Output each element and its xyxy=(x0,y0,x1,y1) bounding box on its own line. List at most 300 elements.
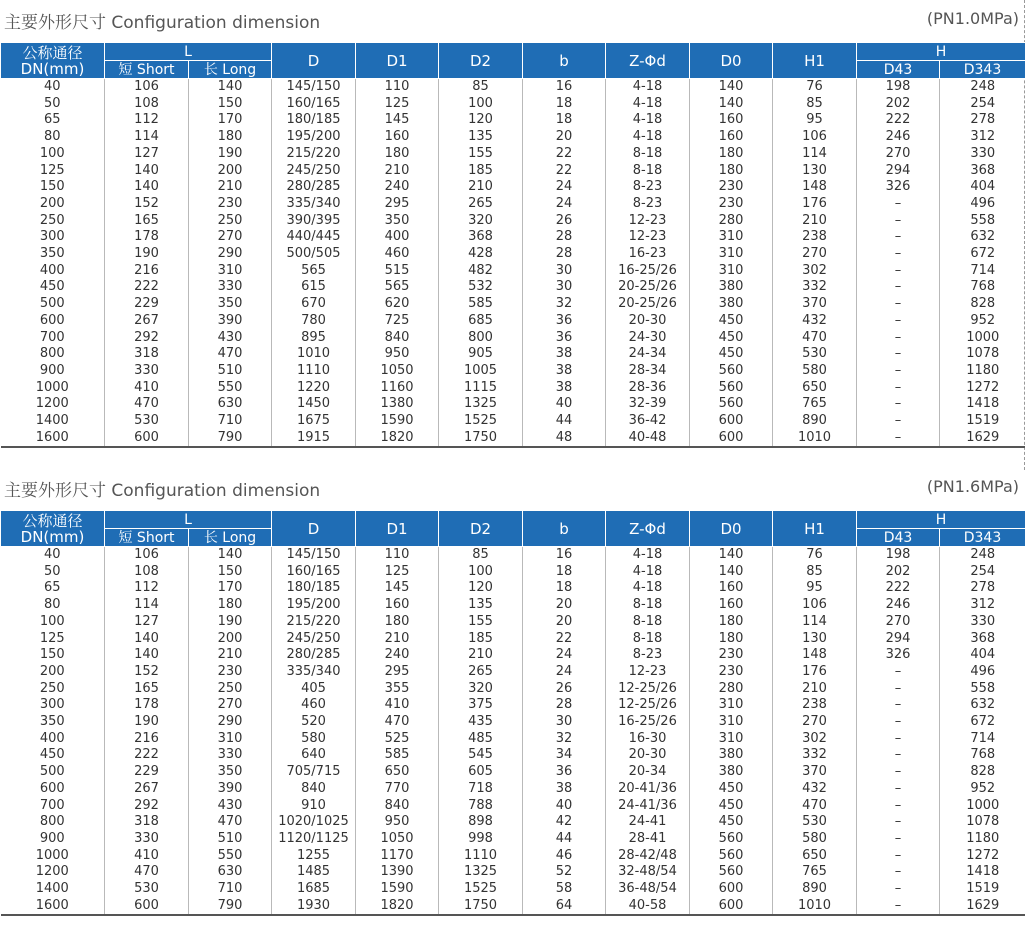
cell-h1: 85 xyxy=(773,564,857,581)
cell-long: 190 xyxy=(189,146,272,163)
cell-d: 180/185 xyxy=(272,580,356,597)
cell-b: 32 xyxy=(523,731,606,748)
cell-dn: 1600 xyxy=(1,898,105,916)
cell-b: 28 xyxy=(523,697,606,714)
cell-b: 18 xyxy=(523,96,606,113)
cell-dn: 600 xyxy=(1,313,105,330)
cell-z-phi-d: 40-58 xyxy=(606,898,690,916)
cell-long: 790 xyxy=(189,430,272,448)
cell-z-phi-d: 12-23 xyxy=(606,229,690,246)
cell-h1: 176 xyxy=(773,664,857,681)
pressure-rating: (PN1.0MPa) xyxy=(926,9,1019,28)
cell-z-phi-d: 28-42/48 xyxy=(606,848,690,865)
cell-d43: 198 xyxy=(857,79,940,96)
cell-d: 280/285 xyxy=(272,647,356,664)
cell-d43: 246 xyxy=(857,129,940,146)
cell-h1: 370 xyxy=(773,764,857,781)
cell-d1: 410 xyxy=(356,697,439,714)
cell-d1: 585 xyxy=(356,747,439,764)
cell-short: 530 xyxy=(105,413,189,430)
cell-d2: 320 xyxy=(439,213,523,230)
cell-d1: 355 xyxy=(356,681,439,698)
header-d0: D0 xyxy=(690,43,773,79)
cell-dn: 400 xyxy=(1,731,105,748)
table-row xyxy=(1,396,1025,413)
cell-d2: 155 xyxy=(439,146,523,163)
cell-d43: – xyxy=(857,380,940,397)
cell-h1: 106 xyxy=(773,129,857,146)
header-b: b xyxy=(523,511,606,547)
cell-d1: 1050 xyxy=(356,363,439,380)
cell-b: 40 xyxy=(523,798,606,815)
header-long: 长 Long xyxy=(189,61,272,79)
cell-d1: 240 xyxy=(356,647,439,664)
cell-d43: 202 xyxy=(857,564,940,581)
cell-short: 178 xyxy=(105,697,189,714)
cell-d: 1110 xyxy=(272,363,356,380)
cell-d43: – xyxy=(857,681,940,698)
dimension-section-pn16 xyxy=(0,468,1025,916)
cell-d: 145/150 xyxy=(272,547,356,564)
cell-h1: 650 xyxy=(773,848,857,865)
cell-d2: 718 xyxy=(439,781,523,798)
cell-d: 195/200 xyxy=(272,129,356,146)
cell-long: 350 xyxy=(189,296,272,313)
table-row xyxy=(1,363,1025,380)
cell-h1: 114 xyxy=(773,146,857,163)
header-d43: D43 xyxy=(857,61,940,79)
table-body xyxy=(1,79,1025,448)
cell-short: 292 xyxy=(105,330,189,347)
cell-d0: 310 xyxy=(690,246,773,263)
cell-d: 1450 xyxy=(272,396,356,413)
cell-d: 1020/1025 xyxy=(272,814,356,831)
table-row xyxy=(1,814,1025,831)
cell-d43: 246 xyxy=(857,597,940,614)
cell-d: 840 xyxy=(272,781,356,798)
cell-b: 46 xyxy=(523,848,606,865)
cell-long: 170 xyxy=(189,580,272,597)
cell-b: 52 xyxy=(523,864,606,881)
cell-short: 410 xyxy=(105,848,189,865)
cell-h1: 470 xyxy=(773,330,857,347)
cell-d1: 110 xyxy=(356,79,439,96)
cell-long: 180 xyxy=(189,597,272,614)
header-d2: D2 xyxy=(439,511,523,547)
cell-short: 318 xyxy=(105,814,189,831)
cell-long: 170 xyxy=(189,112,272,129)
header-d343: D343 xyxy=(940,61,1025,79)
cell-d343: 404 xyxy=(970,179,996,195)
cell-d2: 482 xyxy=(439,263,523,280)
cell-long: 150 xyxy=(189,564,272,581)
cell-dn: 80 xyxy=(1,597,105,614)
cell-d43: 294 xyxy=(857,163,940,180)
cell-d0: 140 xyxy=(690,564,773,581)
cell-short: 222 xyxy=(105,279,189,296)
cell-z-phi-d: 28-34 xyxy=(606,363,690,380)
cell-d: 145/150 xyxy=(272,79,356,96)
cell-d2: 85 xyxy=(439,547,523,564)
cell-d: 780 xyxy=(272,313,356,330)
cell-short: 114 xyxy=(105,597,189,614)
cell-h1: 270 xyxy=(773,246,857,263)
cell-d1: 125 xyxy=(356,96,439,113)
table-row xyxy=(1,831,1025,848)
cell-b: 48 xyxy=(523,430,606,448)
table-row xyxy=(1,714,1025,731)
cell-h1: 650 xyxy=(773,380,857,397)
cell-d: 1915 xyxy=(272,430,356,448)
cell-long: 390 xyxy=(189,781,272,798)
table-row xyxy=(1,647,1025,664)
table-row xyxy=(1,580,1025,597)
cell-d: 195/200 xyxy=(272,597,356,614)
cell-short: 222 xyxy=(105,747,189,764)
cell-dn: 40 xyxy=(1,547,105,564)
cell-h1: 238 xyxy=(773,229,857,246)
cell-z-phi-d: 12-25/26 xyxy=(606,681,690,698)
cell-short: 267 xyxy=(105,781,189,798)
cell-d: 160/165 xyxy=(272,564,356,581)
cell-d1: 460 xyxy=(356,246,439,263)
cell-d: 1220 xyxy=(272,380,356,397)
cell-d43: – xyxy=(857,396,940,413)
cell-short: 152 xyxy=(105,664,189,681)
header-dn: 公称通径 DN(mm) xyxy=(1,511,105,547)
cell-long: 470 xyxy=(189,814,272,831)
cell-short: 127 xyxy=(105,614,189,631)
cell-z-phi-d: 20-25/26 xyxy=(606,279,690,296)
cell-d343: 828 xyxy=(970,764,996,780)
cell-dn: 200 xyxy=(1,196,105,213)
cell-d0: 280 xyxy=(690,681,773,698)
cell-h1: 432 xyxy=(773,313,857,330)
cell-d43: – xyxy=(857,330,940,347)
cell-b: 28 xyxy=(523,229,606,246)
table-row xyxy=(1,898,1025,916)
cell-dn: 350 xyxy=(1,246,105,263)
table-row xyxy=(1,413,1025,430)
cell-long: 290 xyxy=(189,714,272,731)
cell-d43: – xyxy=(857,246,940,263)
cell-z-phi-d: 20-41/36 xyxy=(606,781,690,798)
cell-d343: 828 xyxy=(970,296,996,312)
cell-b: 22 xyxy=(523,163,606,180)
cell-b: 30 xyxy=(523,279,606,296)
cell-z-phi-d: 8-18 xyxy=(606,146,690,163)
cell-z-phi-d: 16-25/26 xyxy=(606,714,690,731)
cell-d343: 952 xyxy=(970,312,996,328)
table-row xyxy=(1,96,1025,113)
cell-d43: – xyxy=(857,898,940,916)
cell-d343: 278 xyxy=(970,112,996,128)
cell-d1: 620 xyxy=(356,296,439,313)
cell-d0: 450 xyxy=(690,313,773,330)
cell-long: 270 xyxy=(189,697,272,714)
cell-d0: 380 xyxy=(690,296,773,313)
cell-d343: 1629 xyxy=(940,430,1025,448)
cell-d1: 1590 xyxy=(356,413,439,430)
cell-dn: 125 xyxy=(1,163,105,180)
cell-b: 44 xyxy=(523,831,606,848)
cell-short: 318 xyxy=(105,346,189,363)
cell-dn: 900 xyxy=(1,363,105,380)
cell-d1: 295 xyxy=(356,664,439,681)
cell-d1: 525 xyxy=(356,731,439,748)
cell-z-phi-d: 12-23 xyxy=(606,213,690,230)
cell-d0: 450 xyxy=(690,346,773,363)
header-z-phi-d: Z-Φd xyxy=(606,43,690,79)
cell-d0: 600 xyxy=(690,413,773,430)
cell-d43: 270 xyxy=(857,614,940,631)
cell-short: 470 xyxy=(105,396,189,413)
cell-d2: 605 xyxy=(439,764,523,781)
cell-d343: 1519 xyxy=(966,881,1000,897)
cell-long: 790 xyxy=(189,898,272,916)
cell-b: 24 xyxy=(523,664,606,681)
cell-d343: 1418 xyxy=(966,396,1000,412)
cell-d0: 600 xyxy=(690,430,773,448)
cell-h1: 302 xyxy=(773,731,857,748)
cell-z-phi-d: 12-23 xyxy=(606,664,690,681)
cell-d0: 450 xyxy=(690,330,773,347)
cell-d: 580 xyxy=(272,731,356,748)
dimension-section-pn10 xyxy=(0,0,1025,448)
cell-d: 280/285 xyxy=(272,179,356,196)
cell-dn: 250 xyxy=(1,681,105,698)
table-header xyxy=(1,43,1025,79)
cell-long: 310 xyxy=(189,263,272,280)
cell-d2: 135 xyxy=(439,129,523,146)
table-row xyxy=(1,330,1025,347)
table-row xyxy=(1,631,1025,648)
cell-d0: 140 xyxy=(690,79,773,96)
cell-b: 20 xyxy=(523,597,606,614)
cell-d343: 312 xyxy=(970,597,996,613)
cell-dn: 1600 xyxy=(1,430,105,448)
cell-h1: 106 xyxy=(773,597,857,614)
cell-short: 330 xyxy=(105,831,189,848)
cell-d1: 565 xyxy=(356,279,439,296)
cell-d: 500/505 xyxy=(272,246,356,263)
table-row xyxy=(1,564,1025,581)
cell-d1: 1820 xyxy=(356,898,439,916)
cell-dn: 500 xyxy=(1,764,105,781)
cell-h1: 530 xyxy=(773,814,857,831)
cell-dn: 300 xyxy=(1,697,105,714)
table-row xyxy=(1,279,1025,296)
cell-d343: 312 xyxy=(970,129,996,145)
header-z-phi-d: Z-Φd xyxy=(606,511,690,547)
cell-h1: 530 xyxy=(773,346,857,363)
cell-z-phi-d: 4-18 xyxy=(606,112,690,129)
cell-d: 895 xyxy=(272,330,356,347)
cell-d0: 160 xyxy=(690,580,773,597)
cell-h1: 95 xyxy=(773,112,857,129)
cell-d: 180/185 xyxy=(272,112,356,129)
cell-d343: 404 xyxy=(970,647,996,663)
cell-dn: 900 xyxy=(1,831,105,848)
cell-d0: 560 xyxy=(690,363,773,380)
cell-d343: 330 xyxy=(970,145,996,161)
cell-d343: 1629 xyxy=(940,898,1025,916)
cell-dn: 250 xyxy=(1,213,105,230)
cell-z-phi-d: 8-18 xyxy=(606,631,690,648)
cell-d1: 110 xyxy=(356,547,439,564)
cell-d2: 545 xyxy=(439,747,523,764)
cell-h1: 890 xyxy=(773,413,857,430)
cell-d: 615 xyxy=(272,279,356,296)
header-d0: D0 xyxy=(690,511,773,547)
cell-d0: 560 xyxy=(690,396,773,413)
cell-long: 270 xyxy=(189,229,272,246)
cell-d: 1485 xyxy=(272,864,356,881)
header-dn: 公称通径 DN(mm) xyxy=(1,43,105,79)
cell-dn: 65 xyxy=(1,112,105,129)
cell-dn: 80 xyxy=(1,129,105,146)
cell-d0: 380 xyxy=(690,764,773,781)
cell-z-phi-d: 20-34 xyxy=(606,764,690,781)
cell-d1: 350 xyxy=(356,213,439,230)
table-row xyxy=(1,213,1025,230)
header-b: b xyxy=(523,43,606,79)
cell-d: 670 xyxy=(272,296,356,313)
cell-d0: 180 xyxy=(690,146,773,163)
table-row xyxy=(1,263,1025,280)
cell-d1: 515 xyxy=(356,263,439,280)
table-row xyxy=(1,848,1025,865)
section-title: 主要外形尺寸 Configuration dimension xyxy=(4,13,321,33)
cell-short: 140 xyxy=(105,179,189,196)
table-header xyxy=(1,511,1025,547)
cell-short: 140 xyxy=(105,631,189,648)
cell-d0: 280 xyxy=(690,213,773,230)
cell-d1: 145 xyxy=(356,580,439,597)
cell-dn: 150 xyxy=(1,647,105,664)
cell-short: 178 xyxy=(105,229,189,246)
cell-z-phi-d: 8-18 xyxy=(606,163,690,180)
cell-d0: 180 xyxy=(690,631,773,648)
cell-d: 910 xyxy=(272,798,356,815)
cell-h1: 130 xyxy=(773,163,857,180)
cell-b: 40 xyxy=(523,396,606,413)
section-title: 主要外形尺寸 Configuration dimension xyxy=(4,481,321,501)
cell-z-phi-d: 4-18 xyxy=(606,96,690,113)
cell-z-phi-d: 20-30 xyxy=(606,313,690,330)
cell-h1: 95 xyxy=(773,580,857,597)
cell-z-phi-d: 8-23 xyxy=(606,196,690,213)
cell-d1: 470 xyxy=(356,714,439,731)
cell-dn: 200 xyxy=(1,664,105,681)
cell-d2: 435 xyxy=(439,714,523,731)
cell-d2: 485 xyxy=(439,731,523,748)
cell-d43: – xyxy=(857,413,940,430)
cell-d1: 1820 xyxy=(356,430,439,448)
cell-d343: 672 xyxy=(970,714,996,730)
cell-h1: 210 xyxy=(773,681,857,698)
cell-d2: 905 xyxy=(439,346,523,363)
cell-d343: 1000 xyxy=(966,329,1000,345)
cell-d343: 254 xyxy=(970,563,996,579)
section-header xyxy=(0,468,1025,510)
dimension-table xyxy=(0,42,1025,448)
header-h: H xyxy=(857,43,1025,61)
table-row xyxy=(1,380,1025,397)
cell-long: 330 xyxy=(189,279,272,296)
header-d1: D1 xyxy=(356,43,439,79)
cell-long: 550 xyxy=(189,380,272,397)
cell-h1: 176 xyxy=(773,196,857,213)
cell-d1: 160 xyxy=(356,129,439,146)
cell-d0: 230 xyxy=(690,196,773,213)
cell-b: 32 xyxy=(523,296,606,313)
cell-dn: 1000 xyxy=(1,380,105,397)
cell-h1: 332 xyxy=(773,747,857,764)
cell-long: 200 xyxy=(189,631,272,648)
cell-b: 30 xyxy=(523,714,606,731)
cell-d0: 450 xyxy=(690,781,773,798)
cell-d343: 952 xyxy=(970,780,996,796)
cell-b: 42 xyxy=(523,814,606,831)
cell-long: 470 xyxy=(189,346,272,363)
cell-d343: 1000 xyxy=(966,797,1000,813)
cell-long: 200 xyxy=(189,163,272,180)
cell-short: 108 xyxy=(105,96,189,113)
cell-d2: 85 xyxy=(439,79,523,96)
cell-d1: 840 xyxy=(356,798,439,815)
cell-b: 34 xyxy=(523,747,606,764)
cell-d43: 326 xyxy=(857,179,940,196)
cell-d343: 278 xyxy=(970,580,996,596)
header-short: 短 Short xyxy=(105,61,189,79)
cell-b: 38 xyxy=(523,380,606,397)
cell-short: 140 xyxy=(105,647,189,664)
cell-short: 112 xyxy=(105,580,189,597)
cell-long: 290 xyxy=(189,246,272,263)
cell-z-phi-d: 8-23 xyxy=(606,647,690,664)
cell-d343: 1078 xyxy=(966,814,1000,830)
cell-d343: 368 xyxy=(970,630,996,646)
cell-long: 190 xyxy=(189,614,272,631)
cell-d43: – xyxy=(857,263,940,280)
cell-b: 36 xyxy=(523,764,606,781)
header-d43: D43 xyxy=(857,529,940,547)
table-row xyxy=(1,881,1025,898)
cell-d1: 1590 xyxy=(356,881,439,898)
cell-d43: – xyxy=(857,764,940,781)
cell-long: 150 xyxy=(189,96,272,113)
cell-z-phi-d: 8-18 xyxy=(606,614,690,631)
cell-short: 292 xyxy=(105,798,189,815)
cell-d: 1255 xyxy=(272,848,356,865)
cell-dn: 1200 xyxy=(1,396,105,413)
cell-long: 630 xyxy=(189,396,272,413)
section-header xyxy=(0,0,1025,42)
cell-d343: 330 xyxy=(970,613,996,629)
cell-d1: 950 xyxy=(356,814,439,831)
cell-d0: 230 xyxy=(690,647,773,664)
table-row xyxy=(1,179,1025,196)
table-row xyxy=(1,747,1025,764)
cell-long: 510 xyxy=(189,363,272,380)
cell-b: 64 xyxy=(523,898,606,916)
cell-z-phi-d: 16-23 xyxy=(606,246,690,263)
cell-dn: 350 xyxy=(1,714,105,731)
table-row xyxy=(1,697,1025,714)
cell-z-phi-d: 32-39 xyxy=(606,396,690,413)
cell-b: 22 xyxy=(523,631,606,648)
